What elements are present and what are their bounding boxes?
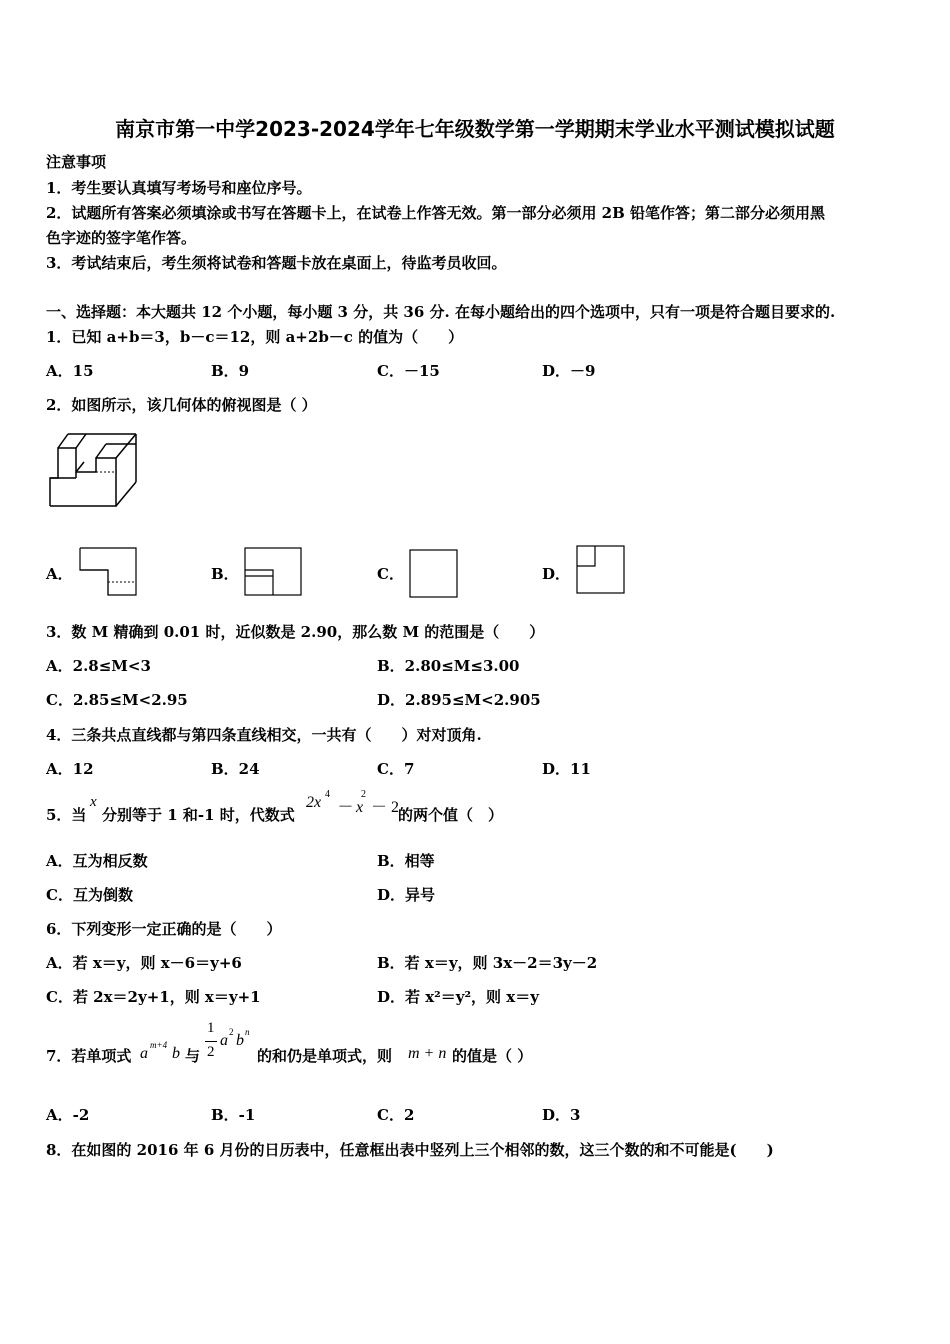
- q7-exp-d: n: [245, 1027, 250, 1037]
- q7-option-c: C．2: [377, 1106, 415, 1124]
- q5-exp2: 2: [361, 789, 366, 800]
- notice-heading: 注意事项: [46, 153, 107, 171]
- q5-expr-a: 2x: [306, 794, 322, 811]
- q5-variable: x: [90, 794, 97, 810]
- q2-option-b: B．: [211, 565, 239, 583]
- question-5-part2: 分别等于 1 和-1 时，代数式: [102, 806, 295, 824]
- q7-mono-b: b: [172, 1045, 180, 1062]
- q7-exp-c: 2: [229, 1027, 234, 1037]
- q4-option-d: D．11: [542, 760, 591, 778]
- question-6-stem: 6．下列变形一定正确的是（ ）: [46, 920, 282, 938]
- fraction-bar: [205, 1041, 217, 1042]
- question-5-part3: 的两个值（ ）: [398, 806, 504, 824]
- question-7-part4: 的值是（ ）: [452, 1047, 533, 1065]
- option-b-figure: [243, 546, 305, 598]
- notice-item: 色字迹的签字笔作答。: [46, 229, 197, 247]
- q2-option-c: C．: [377, 565, 404, 583]
- q7-frac-den: 2: [207, 1044, 215, 1060]
- q5-exp1: 4: [325, 789, 330, 800]
- q7-mono-d: b: [236, 1032, 244, 1049]
- q3-option-c: C．2.85≤M<2.95: [46, 691, 188, 709]
- q7-option-a: A．-2: [46, 1106, 90, 1124]
- q5-option-a: A．互为相反数: [46, 852, 148, 870]
- question-3-stem: 3．数 M 精确到 0.01 时，近似数是 2.90，那么数 M 的范围是（ ）: [46, 623, 545, 641]
- question-4-stem: 4．三条共点直线都与第四条直线相交，一共有（ ）对对顶角.: [46, 726, 482, 744]
- q1-option-b: B．9: [211, 362, 250, 380]
- question-7-part2: 与: [185, 1047, 201, 1065]
- q3-option-b: B．2.80≤M≤3.00: [377, 657, 520, 675]
- question-2-stem: 2．如图所示，该几何体的俯视图是（ ）: [46, 396, 317, 414]
- q5-expr-c: － 2: [371, 799, 400, 816]
- q5-option-d: D．异号: [377, 886, 436, 904]
- option-d-figure: [575, 544, 627, 596]
- question-8-stem: 8．在如图的 2016 年 6 月份的日历表中，任意框出表中竖列上三个相邻的数，这三个数的和不可能是( ): [46, 1141, 774, 1159]
- q7-option-b: B．-1: [211, 1106, 256, 1124]
- q7-mono-c: a: [220, 1032, 228, 1049]
- q1-option-a: A．15: [46, 362, 94, 380]
- q1-option-c: C．－15: [377, 362, 440, 380]
- q7-mono-a: a: [140, 1045, 148, 1062]
- q5-option-b: B．相等: [377, 852, 435, 870]
- q6-option-a: A．若 x＝y，则 x－6＝y+6: [46, 954, 242, 972]
- q4-option-c: C．7: [377, 760, 415, 778]
- q6-option-d: D．若 x²＝y²，则 x＝y: [377, 988, 539, 1006]
- question-5-part1: 5．当: [46, 806, 87, 824]
- q4-option-a: A．12: [46, 760, 94, 778]
- question-7-part3: 的和仍是单项式，则: [257, 1047, 393, 1065]
- question-7-part1: 7．若单项式: [46, 1047, 132, 1065]
- solid-figure: [46, 430, 141, 510]
- q4-option-b: B．24: [211, 760, 260, 778]
- q6-option-c: C．若 2x＝2y+1，则 x＝y+1: [46, 988, 261, 1006]
- q5-expr-b: － x: [336, 799, 364, 816]
- q6-option-b: B．若 x＝y，则 3x－2＝3y－2: [377, 954, 598, 972]
- q2-option-a: A．: [46, 565, 73, 583]
- q2-option-d: D．: [542, 565, 571, 583]
- option-c-figure: [408, 548, 460, 600]
- notice-item: 3．考试结束后，考生须将试卷和答题卡放在桌面上，待监考员收回。: [46, 254, 507, 272]
- page-title: 南京市第一中学2023-2024学年七年级数学第一学期期末学业水平测试模拟试题: [115, 117, 835, 141]
- notice-item: 1．考生要认真填写考场号和座位序号。: [46, 179, 312, 197]
- q3-option-d: D．2.895≤M<2.905: [377, 691, 541, 709]
- q7-exp-a: m+4: [150, 1040, 168, 1050]
- q1-option-d: D．－9: [542, 362, 596, 380]
- section-heading: 一、选择题：本大题共 12 个小题，每小题 3 分，共 36 分. 在每小题给出的四个选项中，只有一项是符合题目要求的.: [46, 303, 836, 321]
- q7-frac-num: 1: [207, 1020, 215, 1036]
- q5-option-c: C．互为倒数: [46, 886, 133, 904]
- option-a-figure: [78, 546, 140, 598]
- notice-item: 2．试题所有答案必须填涂或书写在答题卡上，在试卷上作答无效。第一部分必须用 2B 铅笔作答；第二部分必须用黑: [46, 204, 826, 222]
- q7-option-d: D．3: [542, 1106, 581, 1124]
- question-1-stem: 1．已知 a+b＝3，b－c＝12，则 a+2b－c 的值为（ ）: [46, 328, 464, 346]
- q3-option-a: A．2.8≤M<3: [46, 657, 151, 675]
- q7-mn: m + n: [408, 1045, 447, 1062]
